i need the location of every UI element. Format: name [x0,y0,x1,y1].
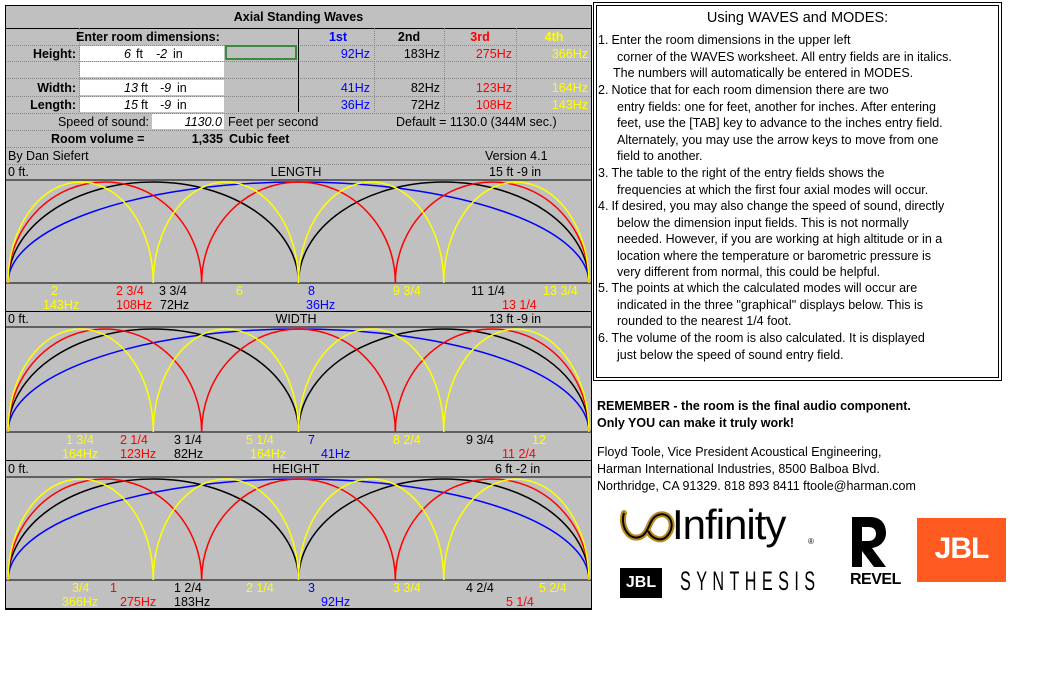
mode-header-3: 3rd [470,30,490,44]
mode-4-arc [153,479,298,580]
mode-frequency-label: 72Hz [160,298,190,312]
mode-3-arc [8,329,202,432]
height-label: Height: [32,47,76,61]
jbl-logo-large [917,518,1006,582]
mode-frequency-label: 36Hz [306,298,336,312]
mode-frequency-label: 13 1/4 [502,298,537,312]
width-freq-3: 123Hz [475,81,512,95]
mode-position-label: 2 [51,284,58,298]
width-freq-1: 41Hz [340,81,370,95]
step-line: Alternately, you may use the arrow keys to move from one [617,132,939,147]
height-feet-input[interactable]: 6 [124,47,131,61]
mode-4-arc [444,479,589,580]
instruction-step-5 [598,280,993,330]
enter-dimensions-label: Enter room dimensions: [76,30,220,44]
jbl-logo-small [620,568,662,598]
blank-input-row [80,62,224,77]
mode-3-arc [8,182,202,283]
length-chart-start: 0 ft. [8,165,29,179]
mode-3-arc [395,182,589,283]
width-input-row [80,80,224,95]
width-chart [6,311,591,461]
instruction-step-3 [598,165,993,198]
height-chart-end: 6 ft -2 in [495,462,541,476]
credit-block [597,444,916,495]
length-freq-2: 72Hz [410,98,440,112]
instruction-step-1 [598,32,993,82]
mode-position-label: 2 3/4 [116,284,144,298]
mode-4-arc [8,329,153,432]
step-number: 4. [598,199,609,213]
step-line: indicated in the three "graphical" displays below. This is [617,297,924,312]
width-chart-start: 0 ft. [8,312,29,326]
mode-3-arc [395,479,589,580]
revel-r-icon [848,515,888,569]
mode-position-label: 3 [308,581,315,595]
mode-frequency-label: 123Hz [120,447,157,461]
step-number: 1. [598,33,609,47]
mode-frequency-label: 41Hz [321,447,351,461]
mode-4-arc [153,329,298,432]
length-label: Length: [30,98,76,112]
mode-4-arc [299,182,444,283]
mode-header-1: 1st [328,30,348,44]
mode-4-arc [444,182,589,283]
mode-frequency-label: 11 2/4 [502,447,536,461]
speed-input[interactable]: 1130.0 [152,114,224,129]
mode-position-label: 9 3/4 [393,284,421,298]
credit-line-3: Northridge, CA 91329. 818 893 8411 ftoole@harman.com [597,479,916,493]
mode-position-label: 8 [308,284,315,298]
mode-frequency-label: 82Hz [174,447,204,461]
step-line: Enter the room dimensions in the upper left [611,33,851,47]
height-freq-3: 275Hz [475,47,512,61]
mode-arcs [6,461,591,609]
version: Version 4.1 [485,149,548,163]
mode-frequency-label: 5 1/4 [506,595,534,609]
mode-frequency-label: 92Hz [321,595,351,609]
infinity-wordmark: Infinity [672,501,786,548]
speed-units: Feet per second [228,115,319,129]
mode-position-label: 2 1/4 [246,581,274,595]
mode-4-arc [8,479,153,580]
width-label: Width: [37,81,76,95]
mode-4-arc [299,329,444,432]
step-line: The volume of the room is also calculated. It is displayed [611,331,925,345]
step-line: If desired, you may also change the speed of sound, directly [611,199,945,213]
step-number: 3. [598,166,609,180]
remember-line-1: REMEMBER - the room is the final audio component. [597,399,911,413]
height-chart [6,461,591,609]
mode-frequency-label: 366Hz [62,595,99,609]
synthesis-wordmark: SYNTHESIS [680,566,821,596]
height-input-row [80,46,224,61]
mode-position-label: 6 [236,284,243,298]
volume-units: Cubic feet [229,132,290,146]
credit-line-1: Floyd Toole, Vice President Acoustical Engineering, [597,445,882,459]
mode-4-arc [299,479,444,580]
width-in-unit: in [177,81,187,95]
selected-cell[interactable] [225,45,297,60]
step-line: location where the temperature or barometric pressure is [617,248,932,263]
revel-logo [848,515,908,591]
volume-label: Room volume = [51,132,145,146]
mode-frequency-label: 183Hz [174,595,211,609]
height-in-unit: in [173,47,183,61]
step-line: feet, use the [TAB] key to advance to the inches entry field. [617,116,943,130]
remember-note [597,398,911,432]
step-line: below the dimension input fields. This is not normally [617,215,909,230]
mode-4-arc [153,182,298,283]
width-chart-end: 13 ft -9 in [489,312,542,326]
width-chart-title: WIDTH [275,312,317,326]
mode-position-label: 2 1/4 [120,433,148,447]
mode-4-arc [444,329,589,432]
mode-3-arc [8,479,202,580]
step-number: 5. [598,281,609,295]
step-number: 6. [598,331,609,345]
mode-position-label: 3 1/4 [174,433,202,447]
step-line: corner of the WAVES worksheet. All entry fields are in italics. [617,49,952,64]
step-line: just below the speed of sound entry field. [617,347,844,362]
width-inches-input[interactable]: -9 [160,81,172,95]
jbl-wordmark-small: JBL [625,574,657,591]
width-freq-2: 82Hz [410,81,440,95]
mode-frequency-label: 164Hz [62,447,99,461]
step-line: The numbers will automatically be entered in MODES. [613,66,914,80]
length-chart-end: 15 ft -9 in [489,165,542,179]
mode-frequency-label: 164Hz [250,447,287,461]
mode-position-label: 13 3/4 [543,284,578,298]
mode-position-label: 7 [308,433,315,447]
instructions-box [593,2,1002,381]
mode-position-label: 3/4 [72,581,90,595]
length-freq-3: 108Hz [475,98,512,112]
mode-position-label: 3 3/4 [159,284,187,298]
step-line: entry fields: one for feet, another for inches. After entering [617,99,936,114]
mode-frequency-label: 143Hz [43,298,80,312]
sheet-title: Axial Standing Waves [233,10,364,24]
speed-label: Speed of sound: [57,115,149,129]
length-freq-1: 36Hz [340,98,370,112]
step-line: Notice that for each room dimension there are two [611,83,889,97]
step-line: frequencies at which the first four axial modes will occur. [617,182,929,197]
mode-frequency-label: 275Hz [120,595,157,609]
mode-position-label: 1 2/4 [174,581,202,595]
length-in-unit: in [177,98,187,112]
mode-position-label: 5 1/4 [246,433,274,447]
height-chart-start: 0 ft. [8,462,29,476]
credit-line-2: Harman International Industries, 8500 Balboa Blvd. [597,462,880,476]
length-feet-input[interactable]: 15 [124,98,138,112]
mode-position-label: 12 [532,433,546,447]
width-feet-input[interactable]: 13 [124,81,138,95]
infinity-swirl-icon [618,505,678,549]
mode-position-label: 1 3/4 [66,433,94,447]
height-freq-4: 366Hz [551,47,588,61]
height-inches-input[interactable]: -2 [156,47,168,61]
step-line: The table to the right of the entry fields shows the [611,166,885,180]
infinity-logo [618,503,823,553]
remember-line-2: Only YOU can make it truly work! [597,416,795,430]
step-line: very different from normal, this could be helpful. [617,265,881,279]
instruction-step-4 [598,198,993,281]
author: By Dan Siefert [8,149,89,163]
height-freq-2: 183Hz [403,47,440,61]
mode-position-label: 5 2/4 [539,581,567,595]
mode-position-label: 11 1/4 [471,284,505,298]
length-input-row [80,97,224,112]
mode-position-label: 1 [110,581,117,595]
length-ft-unit: ft [141,98,148,112]
length-inches-input[interactable]: -9 [160,98,172,112]
mode-position-label: 4 2/4 [466,581,494,595]
step-line: The points at which the calculated modes will occur are [611,281,918,295]
mode-header-4: 4th [544,30,564,44]
mode-position-label: 3 3/4 [393,581,421,595]
width-freq-4: 164Hz [551,81,588,95]
speed-default: Default = 1130.0 (344M sec.) [396,115,557,129]
instructions-title: Using WAVES and MODES: [706,10,889,26]
length-freq-4: 143Hz [551,98,588,112]
step-number: 2. [598,83,609,97]
waves-worksheet [5,5,592,610]
registered-mark: ® [808,537,814,546]
jbl-wordmark-large: JBL [934,532,989,565]
mode-frequency-label: 108Hz [116,298,153,312]
length-chart [6,164,591,312]
mode-3-arc [395,329,589,432]
step-line: rounded to the nearest 1/4 foot. [617,314,792,328]
instruction-step-2 [598,82,993,165]
mode-position-label: 8 2/4 [393,433,421,447]
mode-header-2: 2nd [397,30,421,44]
height-freq-1: 92Hz [340,47,370,61]
mode-4-arc [8,182,153,283]
volume-value: 1,335 [191,132,223,146]
revel-wordmark: REVEL [850,571,901,588]
instruction-step-6 [598,330,993,363]
height-ft-unit: ft [136,47,143,61]
mode-position-label: 9 3/4 [466,433,494,447]
height-chart-title: HEIGHT [272,462,320,476]
length-chart-title: LENGTH [270,165,322,179]
width-ft-unit: ft [141,81,148,95]
step-line: needed. However, if you are working at high altitude or in a [617,232,943,246]
step-line: field to another. [617,149,703,163]
